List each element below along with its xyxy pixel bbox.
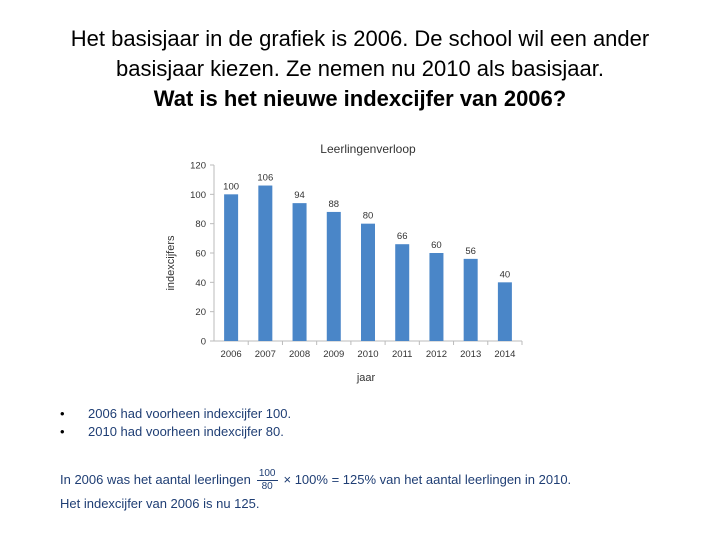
y-tick-label: 40 [195,277,206,289]
data-label: 106 [257,172,274,184]
heading-line-1: Het basisjaar in de grafiek is 2006. De school wil een ander [70,26,650,51]
fraction-denominator: 80 [261,480,273,492]
chart-title: Leerlingenverloop [320,142,416,156]
x-tick-label: 2011 [392,349,413,360]
data-label: 66 [396,231,408,243]
bar [258,186,272,341]
x-tick-label: 2008 [288,349,311,360]
bar [361,224,375,341]
x-tick-label: 2014 [494,349,516,360]
y-tick-label: 80 [195,219,206,231]
data-label: 88 [328,198,340,210]
bullet-item [60,405,291,423]
data-label: 40 [499,269,511,281]
bar [293,203,307,341]
x-tick-label: 2006 [220,349,242,360]
y-tick-label: 120 [190,160,206,172]
heading-question: Wat is het nieuwe indexcijfer van 2006? [153,86,567,111]
conclusion-suffix: × 100% = 125% van het aantal leerlingen in 2010. [283,472,572,487]
data-label: 80 [362,210,374,222]
bullet-text: 2010 had voorheen indexcijfer 80. [88,424,284,439]
conclusion-prefix: In 2006 was het aantal leerlingen [60,472,251,487]
bar-chart [150,135,550,385]
bar [395,244,409,341]
bullet-marker: • [60,406,65,421]
y-tick-label: 20 [195,307,206,319]
conclusion-line-1 [60,466,571,494]
bar [498,282,512,341]
x-axis-label: jaar [356,372,376,384]
y-tick-label: 100 [190,189,206,201]
bar [327,212,341,341]
conclusion [60,466,571,514]
y-tick-label: 0 [200,336,206,348]
bar [429,253,443,341]
heading-line-2: basisjaar kiezen. Ze nemen nu 2010 als basisjaar. [116,56,604,81]
y-axis-label: indexcijfers [165,235,177,291]
bullet-marker: • [60,424,65,439]
bar [464,259,478,341]
y-tick-label: 60 [195,248,206,260]
x-tick-label: 2010 [357,349,379,360]
conclusion-line-2: Het indexcijfer van 2006 is nu 125. [60,496,260,511]
bullet-text: 2006 had voorheen indexcijfer 100. [88,406,292,421]
bullet-item [60,423,291,441]
data-label: 56 [465,245,476,257]
data-label: 100 [223,181,240,193]
bar [224,194,238,341]
x-tick-label: 2009 [323,349,345,360]
slide-heading [20,24,700,114]
fraction-numerator: 100 [258,467,276,479]
bullet-list [60,405,291,441]
data-label: 94 [294,190,305,202]
x-tick-label: 2013 [460,349,482,360]
x-tick-label: 2012 [425,349,448,360]
data-label: 60 [431,240,442,251]
fraction [257,468,278,493]
x-tick-label: 2007 [254,349,276,360]
